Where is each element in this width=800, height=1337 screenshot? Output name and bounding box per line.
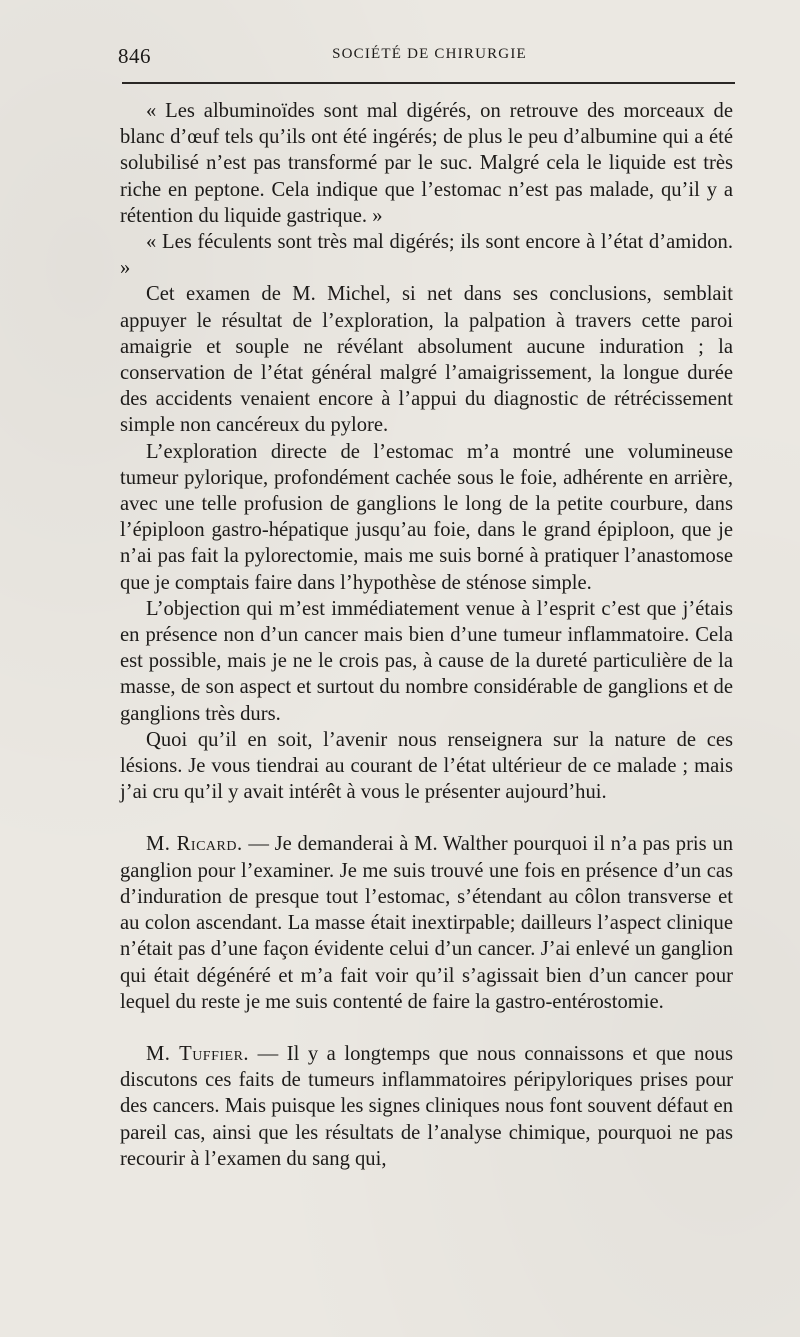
paragraph-text: « Les féculents sont très mal digérés; ils sont encore à l’état d’amidon. » — [120, 231, 733, 280]
paragraph-feculents — [120, 229, 733, 281]
speaker-name: M. Ricard. — [146, 833, 243, 856]
paragraph-albuminoids — [120, 98, 733, 229]
running-head — [118, 42, 733, 72]
paragraph-text: Cet examen de M. Michel, si net dans ses conclusions, semblait appuyer le résultat de l’exploration, la palpation à travers cette paroi amaigrie et souple ne révélant absolument aucune induration ; la conservation de l’état général malgré l’amaigrissement, la longue durée des accidents venaient encore à l’appui du diagnostic de rétrécissement simple non cancéreux du pylore. — [120, 283, 733, 437]
paragraph-conclusion — [120, 727, 733, 806]
paragraph-examen-michel — [120, 281, 733, 438]
paragraph-objection — [120, 596, 733, 727]
paragraph-ricard — [120, 831, 733, 1014]
paragraph-text: Quoi qu’il en soit, l’avenir nous renseignera sur la nature de ces lésions. Je vous tiendrai au courant de l’état ultérieur de ce malade ; mais j’ai cru qu’il y avait intérêt à vous le présenter aujourd’hui. — [120, 728, 733, 804]
paragraph-text: — Je demanderai à M. Walther pourquoi il n’a pas pris un ganglion pour l’examiner. Je me suis trouvé une fois en présence d’un cas d’induration de presque tout l’estomac, s’étendant au côlon transverse et au colon ascendant. La masse était inextirpable; dailleurs l’aspect clinique n’était pas d’une façon évidente celui d’un cancer. J’ai enlevé un ganglion qui était dégénéré et m’a fait voir qu’il s’agissait bien d’un cancer pour lequel du reste je me suis contenté de faire la gastro-entérostomie. — [120, 833, 733, 1013]
speaker-name: M. Tuffier. — [146, 1042, 250, 1065]
paragraph-text: L’objection qui m’est immédiatement venue à l’esprit c’est que j’étais en présence non d’un cancer mais bien d’une tumeur inflammatoire. Cela est possible, mais je ne le crois pas, à cause de la dureté particulière de la masse, de son aspect et surtout du nombre considérable de ganglions et de ganglions très durs. — [120, 597, 733, 725]
paragraph-tuffier — [120, 1041, 733, 1172]
header-rule — [122, 82, 735, 84]
body-text — [120, 98, 733, 1172]
paragraph-exploration-directe — [120, 439, 733, 596]
paragraph-text: « Les albuminoïdes sont mal digérés, on retrouve des morceaux de blanc d’œuf tels qu’ils ont été ingérés; de plus le peu d’albumine qui a été solubilisé n’est pas transformé par le suc. Malgré cela le liquide est très riche en peptone. Cela indique que l’estomac n’est pas malade, qu’il y a rétention du liquide gastrique. » — [120, 100, 733, 227]
paragraph-text: L’exploration directe de l’estomac m’a montré une volumineuse tumeur pylorique, profondément cachée sous le foie, adhérente en arrière, avec une telle profusion de ganglions le long de la petite courbure, dans l’épiploon gastro-hépatique jusqu’au foie, dans le grand épiploon, que je n’ai pas fait la pylorectomie, mais me suis borné à pratiquer l’anastomose que je comptais faire dans l’hypothèse de sténose simple. — [120, 440, 733, 594]
page-number: 846 — [118, 44, 151, 68]
running-title: SOCIÉTÉ DE CHIRURGIE — [332, 46, 527, 62]
paragraph-text: — Il y a longtemps que nous connaissons et que nous discutons ces faits de tumeurs inflammatoires péripyloriques prises pour des cancers. Mais puisque les signes cliniques nous font souvent défaut en pareil cas, ainsi que les résultats de l’analyse chimique, pourquoi ne pas recourir à l’examen du sang qui, — [120, 1042, 734, 1170]
